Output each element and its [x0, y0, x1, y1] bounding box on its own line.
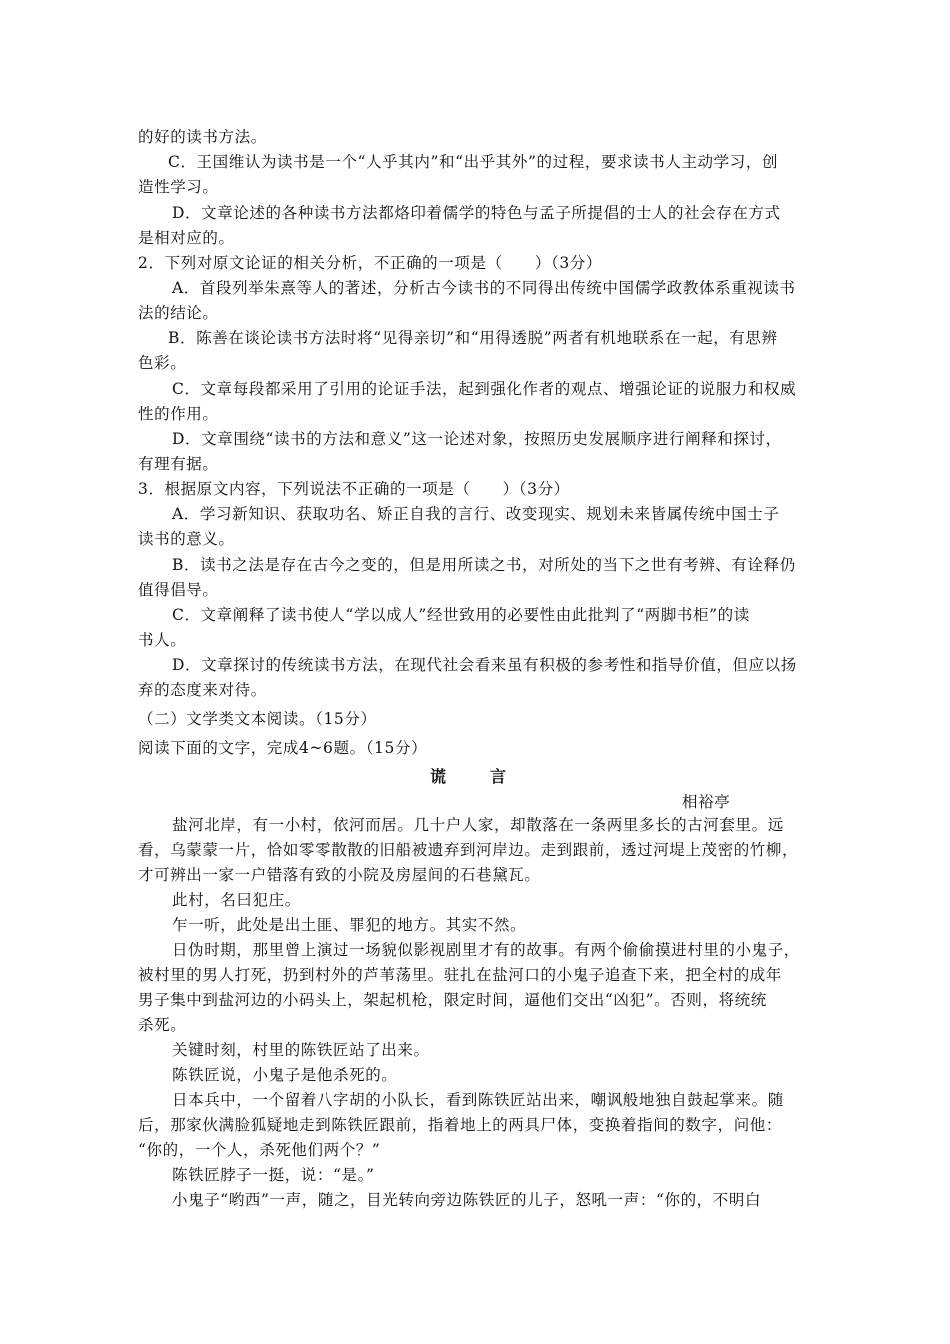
text-line: 读书的意义。 [138, 530, 235, 548]
option-c: C．王国维认为读书是一个“人乎其内”和“出乎其外”的过程，要求读书人主动学习，创 [168, 153, 779, 171]
instruction-line: 阅读下面的文字，完成4~6题。（15分） [138, 739, 428, 757]
text-line: 弃的态度来对待。 [138, 681, 267, 699]
option-d: D．文章探讨的传统读书方法，在现代社会看来虽有积极的参考性和指导价值，但应以扬 [172, 656, 797, 674]
story-line: 才可辨出一家一户错落有致的小院及房屋间的石巷黛瓦。 [138, 866, 541, 884]
question-2: 2．下列对原文论证的相关分析，不正确的一项是（ ）（3分） [138, 254, 602, 272]
story-author: 相裕亭 [682, 793, 731, 811]
story-title: 谎 言 [429, 767, 520, 786]
story-line: 陈铁匠说，小鬼子是他杀死的。 [172, 1066, 398, 1084]
story-line: 关键时刻，村里的陈铁匠站了出来。 [172, 1041, 430, 1059]
story-line: 日伪时期，那里曾上演过一场貌似影视剧里才有的故事。有两个偷偷摸进村里的小鬼子， [172, 941, 800, 959]
story-line: 陈铁匠脖子一挺，说：“是。” [172, 1166, 375, 1184]
text-line: 是相对应的。 [138, 229, 235, 247]
option-d: D．文章围绕“读书的方法和意义”这一论述对象，按照历史发展顺序进行阐释和探讨， [172, 430, 782, 448]
story-line: 看，乌蒙蒙一片，恰如零零散散的旧船被遗弃到河岸边。走到跟前，透过河堤上茂密的竹柳， [138, 841, 799, 859]
story-line: 被村里的男人打死，扔到村外的芦苇荡里。驻扎在盐河口的小鬼子追查下来，把全村的成年 [138, 966, 783, 984]
text-line: 造性学习。 [138, 178, 219, 196]
option-b: B．读书之法是存在古今之变的，但是用所读之书，对所处的当下之世有考辨、有诠释仍 [172, 556, 796, 574]
option-d: D．文章论述的各种读书方法都烙印着儒学的特色与孟子所提倡的士人的社会存在方式 [172, 204, 781, 222]
text-line: 色彩。 [138, 354, 187, 372]
story-line: 男子集中到盐河边的小码头上，架起机枪，限定时间，逼他们交出“凶犯”。否则，将统统 [138, 991, 767, 1009]
story-line: 此村，名曰犯庄。 [172, 891, 301, 909]
text-line: 法的结论。 [138, 304, 219, 322]
option-b: B．陈善在谈论读书方法时将“见得亲切”和“用得透脱”两者有机地联系在一起，有思辨 [168, 329, 778, 347]
text-line: 有理有据。 [138, 455, 219, 473]
section-heading: （二）文学类文本阅读。（15分） [138, 710, 377, 728]
text-line: 的好的读书方法。 [138, 128, 267, 146]
text-line: 书人。 [138, 631, 187, 649]
option-a: A．学习新知识、获取功名、矫正自我的言行、改变现实、规划未来皆属传统中国士子 [172, 505, 780, 523]
story-line: 盐河北岸，有一小村，依河而居。几十户人家，却散落在一条两里多长的古河套里。远 [172, 816, 784, 834]
story-line: 杀死。 [138, 1016, 187, 1034]
story-line: 日本兵中，一个留着八字胡的小队长，看到陈铁匠站出来，嘲讽般地独自鼓起掌来。随 [172, 1091, 784, 1109]
story-line: 后，那家伙满脸狐疑地走到陈铁匠跟前，指着地上的两具尸体，变换着指间的数字，问他： [138, 1116, 783, 1134]
option-c: C．文章阐释了读书使人“学以成人”经世致用的必要性由此批判了“两脚书柜”的读 [172, 606, 750, 624]
option-a: A．首段列举朱熹等人的著述，分析古今读书的不同得出传统中国儒学政教体系重视读书 [172, 279, 796, 297]
story-line: “你的，一个人，杀死他们两个？” [138, 1141, 381, 1159]
text-line: 值得倡导。 [138, 581, 219, 599]
story-line: 小鬼子“哟西”一声，随之，目光转向旁边陈铁匠的儿子，怒吼一声：“你的，不明白 [172, 1191, 762, 1209]
story-line: 乍一听，此处是出土匪、罪犯的地方。其实不然。 [172, 916, 527, 934]
question-3: 3．根据原文内容，下列说法不正确的一项是（ ）（3分） [138, 480, 570, 498]
option-c: C．文章每段都采用了引用的论证手法，起到强化作者的观点、增强论证的说服力和权威 [172, 380, 797, 398]
text-line: 性的作用。 [138, 405, 219, 423]
